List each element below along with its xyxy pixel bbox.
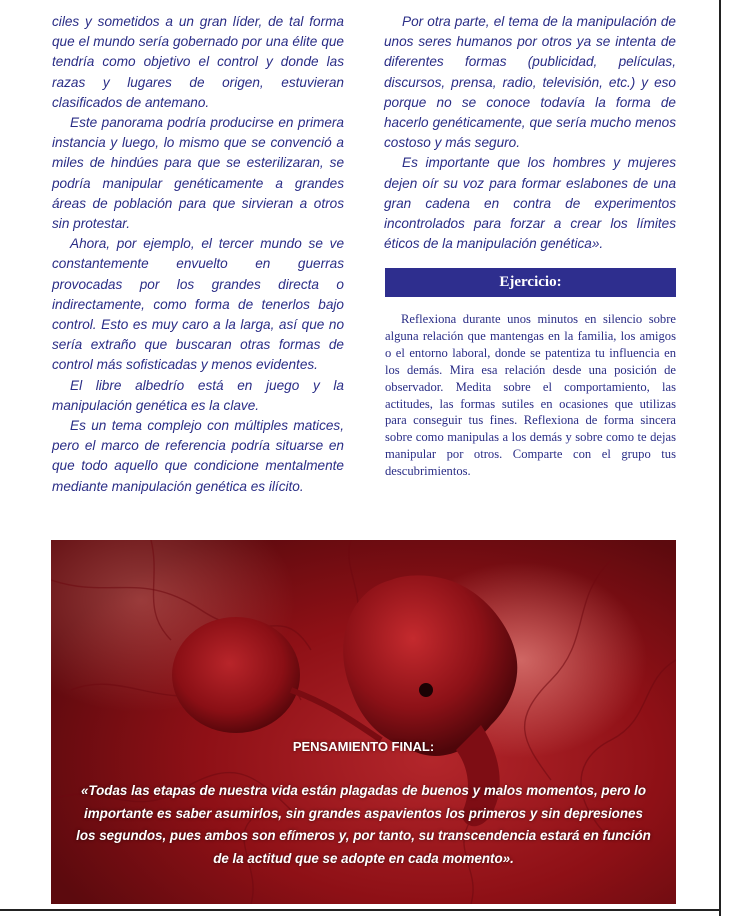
final-thought-title: PENSAMIENTO FINAL: — [292, 739, 435, 754]
exercise-title: Ejercicio: — [499, 274, 562, 290]
left-text-column — [52, 12, 344, 497]
final-thought-quote: «Todas las etapas de nuestra vida están plagadas de buenos y malos momentos, pero lo importante es saber asumirlos, sin grandes aspavientos los primeros y sin depresiones los segundos, pues ambos son efímeros y, por tanto, su transcendencia estará en función de la actitud que se adopte en cada momento». — [76, 783, 651, 867]
exercise-header — [385, 268, 676, 297]
left-paragraph-2: Este panorama podría producirse en primera instancia y luego, lo mismo que se convenció a miles de hindúes para que se esterilizaran, se podría manipular genéticamente a grandes áreas de población para que sirvieran a otros sin protestar. — [52, 115, 344, 232]
right-paragraph-2: Es importante que los hombres y mujeres dejen oír su voz para formar eslabones de una gran cadena en contra de experimentos incontrolados para forzar a crear los límites éticos de la manipulación genética». — [384, 155, 676, 252]
left-paragraph-1: ciles y sometidos a un gran líder, de tal forma que el mundo sería gobernado por una élite que tendría como objetivo el control y donde las razas y lugares de origen, estuvieran clasificados de antemano. — [52, 14, 344, 110]
exercise-body: Reflexiona durante unos minutos en silencio sobre alguna relación que mantengas en la familia, los amigos o el entorno laboral, donde se patentiza tu influencia en los demás. Mira esa relación desde una posición de observador. Medita sobre el comportamiento, las actitudes, las formas sutiles en ocasiones que utilizas para conseguir tus fines. Reflexiona de forma sincera sobre como manipulas a los demás y sobre como te dejas manipular por otros. Comparte con el grupo tus descubrimientos. — [385, 312, 676, 479]
embryo-photo — [51, 540, 676, 904]
left-paragraph-3: Ahora, por ejemplo, el tercer mundo se ve constantemente envuelto en guerras provocadas por los grandes directa o indirectamente, como forma de tenerlos bajo control. Esto es muy caro a la larga, así que no sería extraño que buscaran otras formas de control más sofisticadas y menos evidentes. — [52, 236, 344, 373]
page-edge-rule-bottom — [0, 909, 721, 911]
right-paragraph-1: Por otra parte, el tema de la manipulación de unos seres humanos por otros ya se intenta de diferentes formas (publicidad, películas, discursos, prensa, radio, televisión, etc.) y eso porque no se conoce todavía la forma de hacerlo genéticamente, que sería mucho menos costoso y más seguro. — [384, 14, 676, 151]
page-edge-rule-right — [719, 0, 721, 916]
right-text-column — [384, 12, 676, 254]
yolk-sac — [172, 617, 300, 733]
left-paragraph-4: El libre albedrío está en juego y la manipulación genética es la clave. — [52, 377, 344, 413]
left-paragraph-5: Es un tema complejo con múltiples matices, pero el marco de referencia podría situarse en que todo aquello que condicione mentalmente mediante manipulación genética es ilícito. — [52, 418, 344, 494]
embryo-eye — [419, 683, 433, 697]
